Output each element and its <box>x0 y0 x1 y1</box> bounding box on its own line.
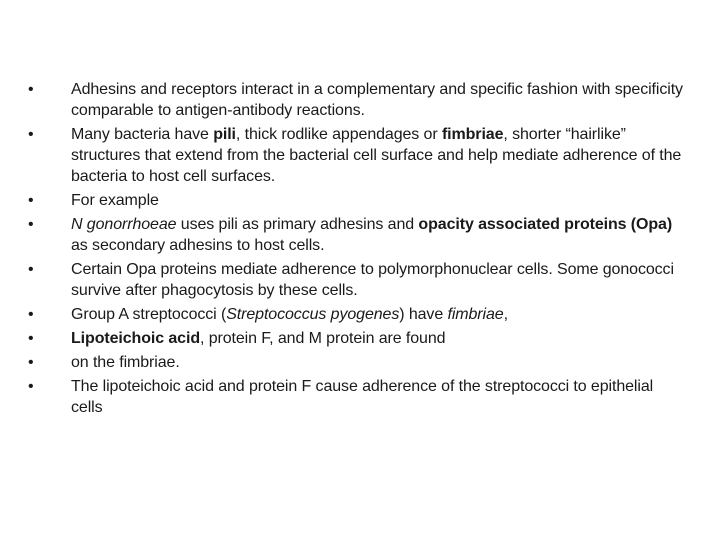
text-run: For example <box>71 192 159 209</box>
bullet-list <box>28 79 688 421</box>
bold-term: Lipoteichoic acid <box>71 330 200 347</box>
bullet-dot-icon: • <box>28 126 34 143</box>
bullet-item <box>28 328 688 349</box>
bullet-text <box>71 261 674 299</box>
bold-term: pili <box>213 126 236 143</box>
bullet-dot-icon: • <box>28 261 34 278</box>
bullet-item <box>28 190 688 211</box>
bullet-dot-icon: • <box>28 330 34 347</box>
bullet-text <box>71 192 159 209</box>
bullet-text <box>71 126 681 185</box>
bullet-dot-icon: • <box>28 306 34 323</box>
bullet-item <box>28 124 688 187</box>
bullet-text <box>71 216 672 254</box>
text-run: as secondary adhesins to host cells. <box>71 237 325 254</box>
bold-term: fimbriae <box>441 126 504 143</box>
bullet-text <box>71 81 683 119</box>
bullet-text <box>71 306 508 323</box>
bullet-text <box>71 378 653 416</box>
bullet-dot-icon: • <box>28 192 34 209</box>
text-run: on the fimbriae. <box>71 354 180 371</box>
text-run: , shorter “hairlike” structures that extend from the bacterial cell surface and help mediate adherence of the bacteria to host cell surfaces. <box>71 126 682 185</box>
text-run: , <box>503 306 508 323</box>
text-run: The lipoteichoic acid and protein F cause adherence of the streptococci to epithelial cells <box>71 378 654 416</box>
bullet-dot-icon: • <box>28 354 34 371</box>
text-run: uses pili as primary adhesins and <box>176 216 419 233</box>
text-run: , thick rodlike appendages or <box>235 126 442 143</box>
bullet-dot-icon: • <box>28 216 34 233</box>
text-run: Many bacteria have <box>71 126 214 143</box>
bullet-text <box>71 330 445 347</box>
bullet-item <box>28 376 688 418</box>
italic-term: N gonorrhoeae <box>71 216 177 233</box>
italic-term: Streptococcus pyogenes <box>226 306 400 323</box>
text-run: Certain Opa proteins mediate adherence to polymorphonuclear cells. Some gonococci survive after phagocytosis by these cells. <box>71 261 674 299</box>
bullet-item <box>28 259 688 301</box>
text-run: ) have <box>399 306 448 323</box>
bullet-item <box>28 79 688 121</box>
bullet-dot-icon: • <box>28 81 34 98</box>
bullet-item <box>28 304 688 325</box>
text-run: Adhesins and receptors interact in a complementary and specific fashion with specificity comparable to antigen-antibody reactions. <box>71 81 683 119</box>
bold-term: opacity associated proteins (Opa) <box>418 216 673 233</box>
text-run: Group A streptococci ( <box>71 306 227 323</box>
bullet-dot-icon: • <box>28 378 34 395</box>
bullet-text <box>71 354 180 371</box>
bullet-item <box>28 214 688 256</box>
text-run: , protein F, and M protein are found <box>200 330 446 347</box>
bullet-item <box>28 352 688 373</box>
italic-term: fimbriae <box>447 306 504 323</box>
